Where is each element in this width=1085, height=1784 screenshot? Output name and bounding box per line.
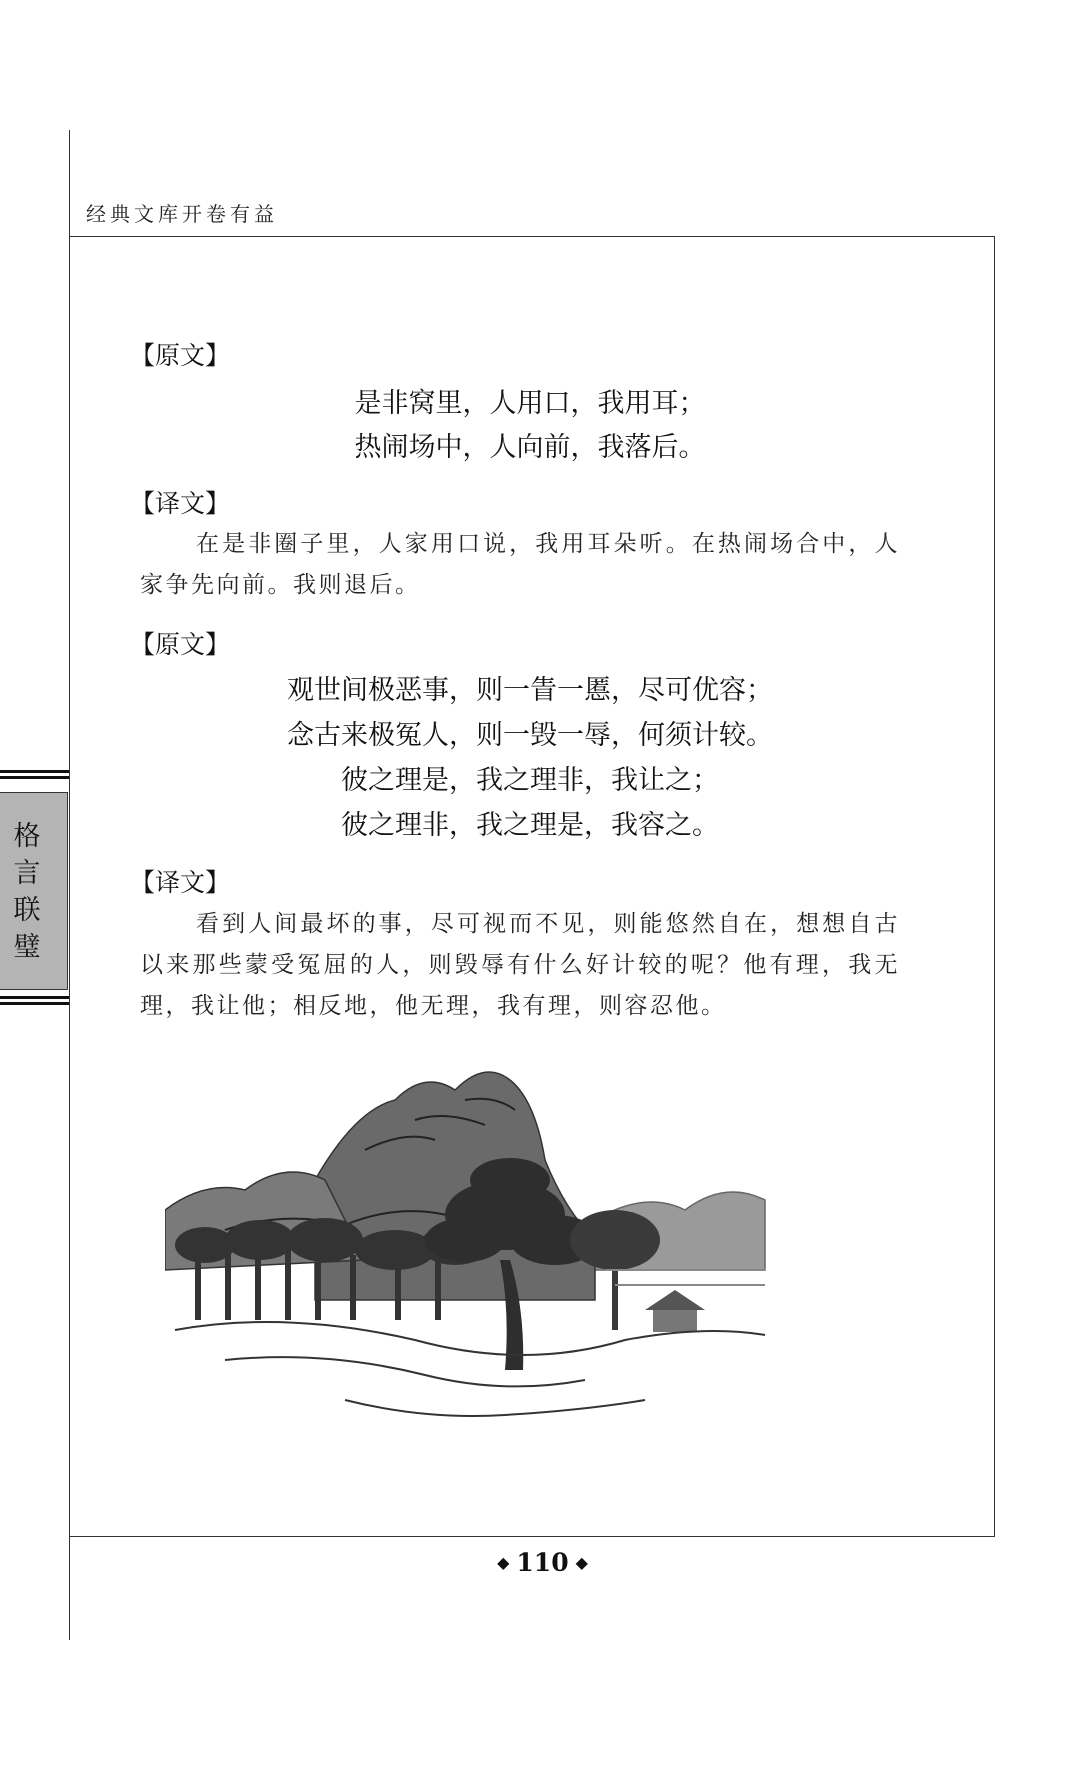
verse-line: 彼之理是，我之理非，我让之； [341,765,719,796]
side-tab-char: 璧 [13,932,41,963]
translation-paragraph: 看到人间最坏的事，尽可视而不见，则能悠然自在，想想自古以来那些蒙受冤屈的人，则毁辱有什么好计较的呢？他有理，我无理，我让他；相反地，他无理，我有理，则容忍他。 [140,911,900,1019]
verse-line: 念古来极冤人，则一毁一辱，何须计较。 [287,720,773,751]
original-label: 【原文】 [130,630,231,659]
translation-label: 【译文】 [130,868,231,897]
verse-line: 热闹场中，人向前，我落后。 [354,432,706,463]
side-tab-char: 联 [13,895,41,926]
right-frame-rule [994,236,995,1536]
side-tab [0,770,69,1020]
page-number [0,1548,1085,1577]
side-tab-top-lines [0,770,69,782]
diamond-ornament-icon: ◆ [497,1553,510,1572]
side-tab-char: 言 [13,858,41,889]
translation-label: 【译文】 [130,489,231,518]
landscape-ink-painting-icon [165,1040,865,1460]
footer-rule [69,1536,995,1537]
left-margin-rule [69,130,70,1640]
side-tab-char: 格 [13,821,41,852]
side-tab-bottom-lines [0,996,69,1008]
verse-line: 观世间极恶事，则一眚一慝，尽可优容； [287,675,773,706]
side-tab-title [0,818,54,966]
page-number-value: 110 [516,1548,569,1577]
running-header: 经典文库开卷有益 [86,202,278,226]
translation-paragraph: 在是非圈子里，人家用口说，我用耳朵听。在热闹场合中，人家争先向前。我则退后。 [140,531,900,598]
original-label: 【原文】 [130,341,231,370]
header-rule [69,236,995,237]
verse-line: 彼之理非，我之理是，我容之。 [341,810,719,841]
diamond-ornament-icon: ◆ [575,1553,588,1572]
verse-line: 是非窝里，人用口，我用耳； [354,388,706,419]
